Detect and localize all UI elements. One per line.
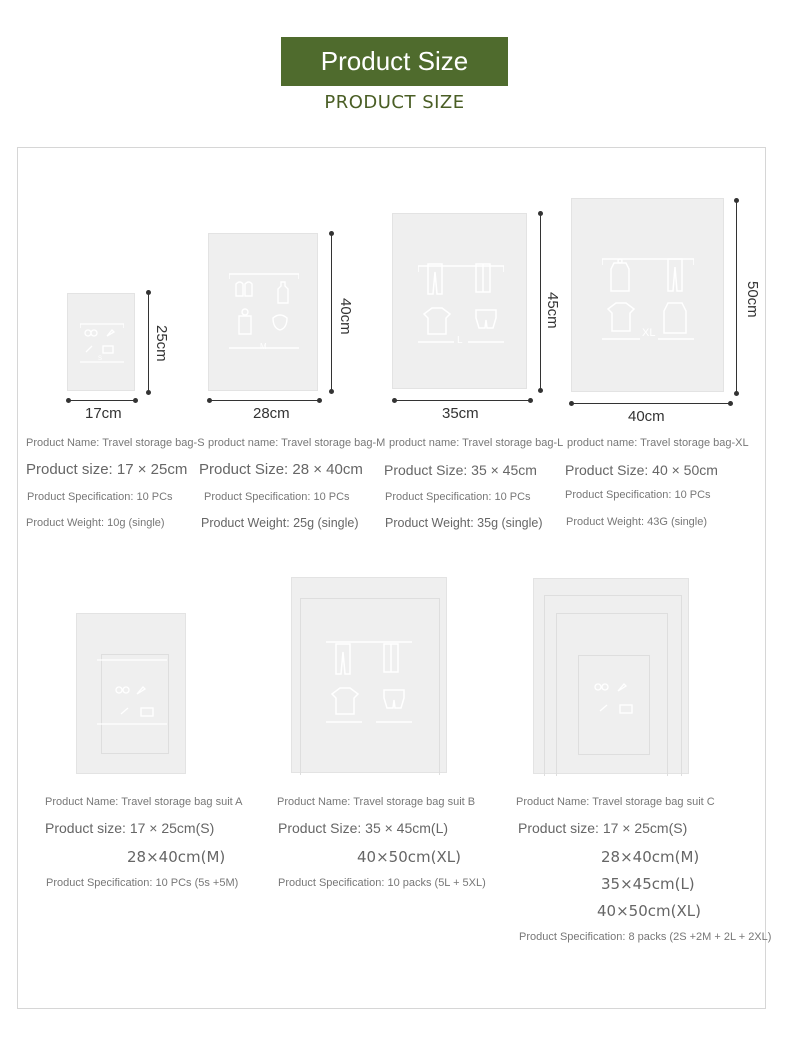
bag-s-name: Product Name: Travel storage bag-S	[26, 437, 205, 449]
suit-c-size-m: 28×40cm(M)	[601, 848, 700, 866]
bag-l-height-line	[540, 213, 541, 390]
bag-l-weight: Product Weight: 35g (single)	[385, 516, 543, 530]
suit-c-spec: Product Specification: 8 packs (2S +2M + 2L + 2XL)	[519, 931, 772, 943]
dim-dot	[569, 401, 574, 406]
bag-xl-height-line	[736, 200, 737, 393]
dim-dot	[734, 198, 739, 203]
bag-l-height-label: 45cm	[544, 292, 561, 329]
dim-dot	[392, 398, 397, 403]
dim-dot	[734, 391, 739, 396]
dim-dot	[538, 388, 543, 393]
bag-l-width-label: 35cm	[442, 405, 479, 422]
suit-c-name: Product Name: Travel storage bag suit C	[516, 796, 715, 808]
suit-c-size: Product size: 17 × 25cm(S)	[518, 820, 688, 836]
bag-l-spec: Product Specification: 10 PCs	[385, 491, 531, 503]
bag-s-weight: Product Weight: 10g (single)	[26, 517, 165, 529]
suit-a-spec: Product Specification: 10 PCs (5s +5M)	[46, 877, 239, 889]
section-subtitle: PRODUCT SIZE	[324, 92, 465, 113]
suit-a-image	[76, 613, 186, 774]
dim-dot	[538, 211, 543, 216]
bag-m-width-line	[209, 400, 319, 401]
bag-l-name: product name: Travel storage bag-L	[389, 437, 564, 449]
bag-m-size: Product Size: 28 × 40cm	[199, 461, 363, 478]
dim-dot	[728, 401, 733, 406]
bag-xl-height-label: 50cm	[744, 281, 761, 318]
suit-b-size-xl: 40×50cm(XL)	[357, 848, 461, 866]
bag-m-icons	[229, 272, 299, 352]
bag-l-icons	[418, 260, 504, 346]
bag-xl-width-label: 40cm	[628, 408, 665, 425]
suit-a-icons	[97, 658, 167, 728]
bag-xl-letter: XL	[642, 327, 656, 339]
dim-dot	[317, 398, 322, 403]
bag-s-spec: Product Specification: 10 PCs	[27, 491, 173, 503]
bag-s-letter: S	[98, 356, 103, 362]
dim-dot	[207, 398, 212, 403]
bag-m-height-line	[331, 233, 332, 391]
bag-m-name: product name: Travel storage bag-M	[208, 437, 386, 449]
bag-l-image	[392, 213, 527, 389]
bag-l-size: Product Size: 35 × 45cm	[384, 462, 537, 478]
bag-m-letter: M	[260, 342, 267, 351]
suit-c-size-l: 35×45cm(L)	[601, 875, 695, 893]
bag-l-width-line	[394, 400, 530, 401]
bag-s-height-line	[148, 292, 149, 392]
suit-b-name: Product Name: Travel storage bag suit B	[277, 796, 476, 808]
dim-dot	[146, 390, 151, 395]
suit-c-size-xl: 40×50cm(XL)	[597, 902, 701, 920]
suit-b-spec: Product Specification: 10 packs (5L + 5XL)	[278, 877, 486, 889]
suit-c-icons	[590, 679, 640, 725]
dim-dot	[66, 398, 71, 403]
bag-xl-size: Product Size: 40 × 50cm	[565, 462, 718, 478]
bag-s-height-label: 25cm	[153, 325, 170, 362]
section-title-banner: Product Size	[281, 37, 508, 86]
bag-m-width-label: 28cm	[253, 405, 290, 422]
bag-s-image	[67, 293, 135, 391]
bag-xl-image	[571, 198, 724, 392]
suit-a-size-m: 28×40cm(M)	[127, 848, 226, 866]
dim-dot	[146, 290, 151, 295]
bag-s-width-label: 17cm	[85, 405, 122, 422]
bag-m-weight: Product Weight: 25g (single)	[201, 516, 359, 530]
dim-dot	[329, 231, 334, 236]
bag-s-size: Product size: 17 × 25cm	[26, 461, 188, 478]
suit-b-icons	[326, 636, 412, 726]
bag-m-spec: Product Specification: 10 PCs	[204, 491, 350, 503]
bag-s-width-line	[68, 400, 135, 401]
bag-xl-width-line	[571, 403, 730, 404]
bag-xl-spec: Product Specification: 10 PCs	[565, 489, 711, 501]
bag-m-height-label: 40cm	[337, 298, 354, 335]
suit-b-image	[291, 577, 447, 773]
suit-a-name: Product Name: Travel storage bag suit A	[45, 796, 243, 808]
bag-m-image	[208, 233, 318, 391]
bag-l-letter: L	[457, 335, 463, 346]
dim-dot	[528, 398, 533, 403]
suit-c-image	[533, 578, 689, 774]
dim-dot	[329, 389, 334, 394]
dim-dot	[133, 398, 138, 403]
suit-a-size: Product size: 17 × 25cm(S)	[45, 820, 215, 836]
bag-xl-weight: Product Weight: 43G (single)	[566, 516, 708, 528]
suit-b-size: Product Size: 35 × 45cm(L)	[278, 820, 449, 836]
bag-xl-name: product name: Travel storage bag-XL	[567, 437, 749, 449]
